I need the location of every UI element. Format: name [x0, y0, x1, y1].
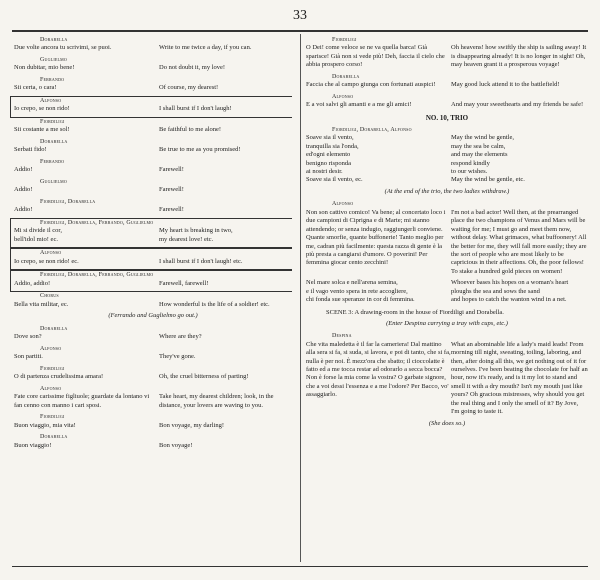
speaker-name: Despina — [332, 333, 352, 340]
english-text: Farewell! — [159, 186, 184, 194]
speaker-name: Ferrando — [40, 77, 65, 83]
english-text: May good luck attend it to the battlefield! — [451, 81, 560, 89]
italian-text: Io crepo, se non rido! — [14, 105, 70, 113]
right-column — [306, 36, 588, 432]
english-text: Of course, my dearest! — [159, 84, 219, 92]
speech-row — [14, 44, 292, 52]
italian-text: Sii certa, o cara! — [14, 84, 57, 92]
speech-block — [14, 365, 292, 382]
speaker-name: Fiordiligi, Dorabella, Ferrando, Guglielmo — [40, 272, 154, 279]
speaker-name: Fiordiligi, Dorabella, Alfonso — [332, 127, 412, 134]
english-text: Farewell, farewell! — [159, 279, 209, 287]
italian-text: Mi si divide il cor, bell'idol mio! ec. — [14, 227, 62, 243]
speech-row — [14, 353, 292, 361]
italian-text: Buon viaggio! — [14, 441, 52, 449]
italian-text: O Dei! come veloce se ne va quella barca! Già sparisce! Già non si vede più! Deh, faccia il cielo che abbia prospero corso! — [306, 44, 445, 69]
speaker-name: Alfonso — [40, 345, 62, 352]
english-text: Where are they? — [159, 333, 202, 341]
speech-block — [14, 433, 292, 450]
speech-block — [14, 76, 292, 93]
italian-text: E a voi salvi gli amanti e a me gli amici! — [306, 101, 412, 109]
english-text: Be true to me as you promised! — [159, 146, 241, 154]
english-text: Whoever bases his hopes on a woman's heart ploughs the sea and sows the sand and hopes to catch the wanton wind in a net. — [451, 279, 569, 304]
speech-row — [14, 393, 292, 410]
english-text: They've gone. — [159, 353, 196, 361]
speech-block — [14, 345, 292, 362]
italian-text: Sii costante a me sol! — [14, 126, 70, 134]
speech-block — [10, 270, 292, 292]
italian-text: O di partenza crudelissima amara! — [14, 373, 104, 381]
speech-block — [14, 118, 292, 135]
left-column — [14, 36, 292, 453]
english-text: Bon voyage! — [159, 441, 193, 449]
italian-text: Fate core carissime figliuole; guardate da lontano vi fan cenno con manno i cari sposi. — [14, 393, 150, 409]
italian-text: Son partiti. — [14, 353, 43, 361]
italian-text: Che vita maledetta è il far la cameriera! Dal mattino alla sera si fa, si suda, si lavora, e poi di tanto, che si fa, nulla è per noi. È mezz'ora che sbatto; il cioccolatte è fatto ed a me tocca restar ad odorarlo a secca bocca? Non è forse la mia come la vostra? O garbate signore, che a voi dessi l'essenza e a me l'odore? Per Bacco, vo' assaggiarlo. — [306, 340, 451, 399]
speech-row — [14, 64, 292, 72]
speech-row — [306, 44, 588, 69]
english-text: Oh, the cruel bitterness of parting! — [159, 373, 249, 381]
stage-direction: (At the end of the trio, the two ladies withdraw.) — [384, 188, 510, 196]
italian-text: Bella vita militar, ec. — [14, 300, 69, 308]
english-text: What an abominable life a lady's maid leads! From morning till night, sweating, toiling, laboring, and then, after doing all this, we get nothing out of it for ourselves. I've been beating the chocolate for half an hour, now it's ready, and is it my lot to stand and smell it with a dry mouth? Isn't my mouth just like yours? Oh gracious mistresses, why should you get the real thing and I only the smell of it? By Jove, I'm going to taste it. — [451, 340, 588, 415]
speech-block — [14, 385, 292, 410]
speech-block — [14, 158, 292, 175]
speech-block — [10, 218, 292, 248]
speech-row — [14, 105, 292, 113]
stage-direction: (Ferrando and Guglielmo go out.) — [108, 312, 198, 320]
speech-row — [14, 422, 292, 430]
speaker-name: Dorabella — [40, 325, 68, 332]
italian-text: Addio! — [14, 186, 33, 194]
speaker-name: Fiordiligi — [40, 119, 65, 125]
speech-block — [14, 325, 292, 342]
speaker-name: Fiordiligi — [40, 414, 65, 421]
italian-text: Due volte ancora tu scrivimi, se puoi. — [14, 44, 112, 52]
english-text: May the wind be gentle, may the sea be calm, and may the elements respond kindly to our wishes. May the wind be gentle, etc. — [451, 134, 525, 184]
speaker-name: Dorabella — [332, 73, 360, 80]
page-number: 33 — [293, 8, 307, 23]
speaker-name: Alfonso — [40, 98, 62, 104]
speech-block — [14, 56, 292, 73]
speech-block — [10, 248, 292, 270]
speech-row — [306, 279, 588, 304]
speaker-name: Ferrando — [40, 159, 65, 165]
speech-row — [14, 333, 292, 341]
speech-block — [306, 200, 588, 276]
speech-block — [10, 96, 292, 118]
speech-row — [14, 166, 292, 174]
speech-row — [14, 186, 292, 194]
english-text: And may your sweethearts and my friends be safe! — [451, 101, 584, 109]
speaker-name: Guglielmo — [40, 179, 68, 185]
speech-block — [306, 332, 588, 416]
column-divider — [300, 34, 301, 562]
speech-block — [14, 292, 292, 309]
speech-row — [14, 206, 292, 214]
speaker-name: Dorabella — [40, 434, 68, 441]
speech-block — [306, 126, 588, 185]
speech-row — [14, 126, 292, 134]
stage-direction: (She does so.) — [428, 419, 466, 427]
speech-row — [306, 101, 588, 109]
speaker-name: Fiordiligi — [40, 365, 65, 372]
english-text: I shall burst if I don't laugh! — [159, 105, 232, 113]
italian-text: Serbati fido! — [14, 146, 47, 154]
speech-row — [306, 341, 588, 417]
speech-row — [14, 227, 292, 244]
speech-row — [306, 209, 588, 276]
speech-block — [306, 93, 588, 110]
speaker-name: Alfonso — [40, 250, 62, 257]
speaker-name: Fiordiligi — [332, 37, 357, 43]
speech-row — [14, 84, 292, 92]
speech-block — [14, 36, 292, 53]
italian-text: Non dubitar, mio bene! — [14, 64, 75, 72]
italian-text: Nel mare solca e nell'arena semina, e il vago vento spera in rete accogliere, chi fonda sue speranze in cor di femmina. — [306, 279, 415, 304]
speaker-name: Chorus — [40, 293, 59, 300]
scene-heading: SCENE 3: A drawing-room in the house of Fiordiligi and Dorabella. — [326, 308, 504, 316]
english-text: Oh heavens! how swiftly the ship is sailing away! It is disappearing already! It is no longer in sight! Oh, may heaven grant it a prosperous voyage! — [451, 44, 587, 69]
italian-text: Addio, addio! — [14, 279, 51, 287]
speaker-name: Guglielmo — [40, 57, 68, 63]
english-text: Farewell! — [159, 166, 184, 174]
italian-text: Faccia che al campo giunga con fortunati auspici! — [306, 81, 436, 89]
speaker-name: Fiordiligi, Dorabella — [40, 199, 96, 205]
stage-direction: (Enter Despina carrying a tray with cups, etc.) — [386, 319, 508, 327]
english-text: Farewell! — [159, 206, 184, 214]
bottom-rule — [12, 566, 588, 567]
english-text: Be faithful to me alone! — [159, 126, 222, 134]
speaker-name: Alfonso — [40, 385, 62, 392]
speech-row — [14, 442, 292, 450]
top-rule — [12, 30, 588, 32]
speech-block — [306, 279, 588, 304]
speaker-name: Alfonso — [332, 93, 354, 100]
english-text: Write to me twice a day, if you can. — [159, 44, 252, 52]
speech-row — [14, 301, 292, 309]
speech-block — [306, 36, 588, 70]
english-text: My heart is breaking in two, my dearest love! etc. — [159, 227, 233, 243]
speaker-name: Alfonso — [332, 201, 354, 208]
italian-text: Buon viaggio, mia vita! — [14, 421, 76, 429]
english-text: Bon voyage, my darling! — [159, 421, 224, 429]
italian-text: Dove son? — [14, 333, 42, 341]
english-text: I'm not a bad actor! Well then, at the prearranged place the two champions of Venus and Mars will be waiting for me; I must go and meet them now, without delay. What grimaces, what buffoonery! All the better for me, they will fall more easily; they are the sort of people who are most likely to be capricious in their affections. Oh, the poor fellows! To stake a hundred gold pieces on women! — [451, 208, 587, 275]
speaker-name: Fiordiligi, Dorabella, Ferrando, Guglielmo — [40, 220, 154, 226]
english-text: Take heart, my dearest children; look, in the distance, your lovers are waving to you. — [159, 393, 274, 409]
speech-block — [14, 413, 292, 430]
italian-text: Non son cattivo comico! Va bene; al concertato loco i due campioni di Ciprigna e di Marte; mi stanno attendendo; or senza indugio, raggiungerli conviene. Quante smorfie, quante buffonerie! Tanto meglio per me, cadran più facilmente: questa razza di gente è la più presta a cangiarsi d'umore. O poverini! Per femmina giocar cento zecchini! — [306, 208, 446, 267]
speaker-name: Dorabella — [40, 139, 68, 145]
italian-text: Io crepo, se non rido! ec. — [14, 257, 79, 265]
speech-row — [306, 134, 588, 184]
speech-block — [14, 198, 292, 215]
english-text: Do not doubt it, my love! — [159, 64, 226, 72]
italian-text: Addio! — [14, 206, 33, 214]
english-text: How wonderful is the life of a soldier! etc. — [159, 300, 270, 308]
english-text: I shall burst if I don't laugh! etc. — [159, 257, 243, 265]
speech-block — [306, 73, 588, 90]
speech-row — [306, 81, 588, 89]
speech-row — [14, 373, 292, 381]
speaker-name: Dorabella — [40, 37, 68, 43]
speech-row — [14, 146, 292, 154]
speech-row — [14, 280, 292, 288]
speech-block — [14, 178, 292, 195]
speech-row — [14, 258, 292, 266]
italian-text: Soave sia il vento, tranquilla sia l'onda, ed'ogni elemento benigno risponda ai nostri desir. Soave sia il vento, ec. — [306, 134, 363, 184]
speech-block — [14, 138, 292, 155]
italian-text: Addio! — [14, 166, 33, 174]
number-title: NO. 10, TRIO — [425, 113, 469, 122]
